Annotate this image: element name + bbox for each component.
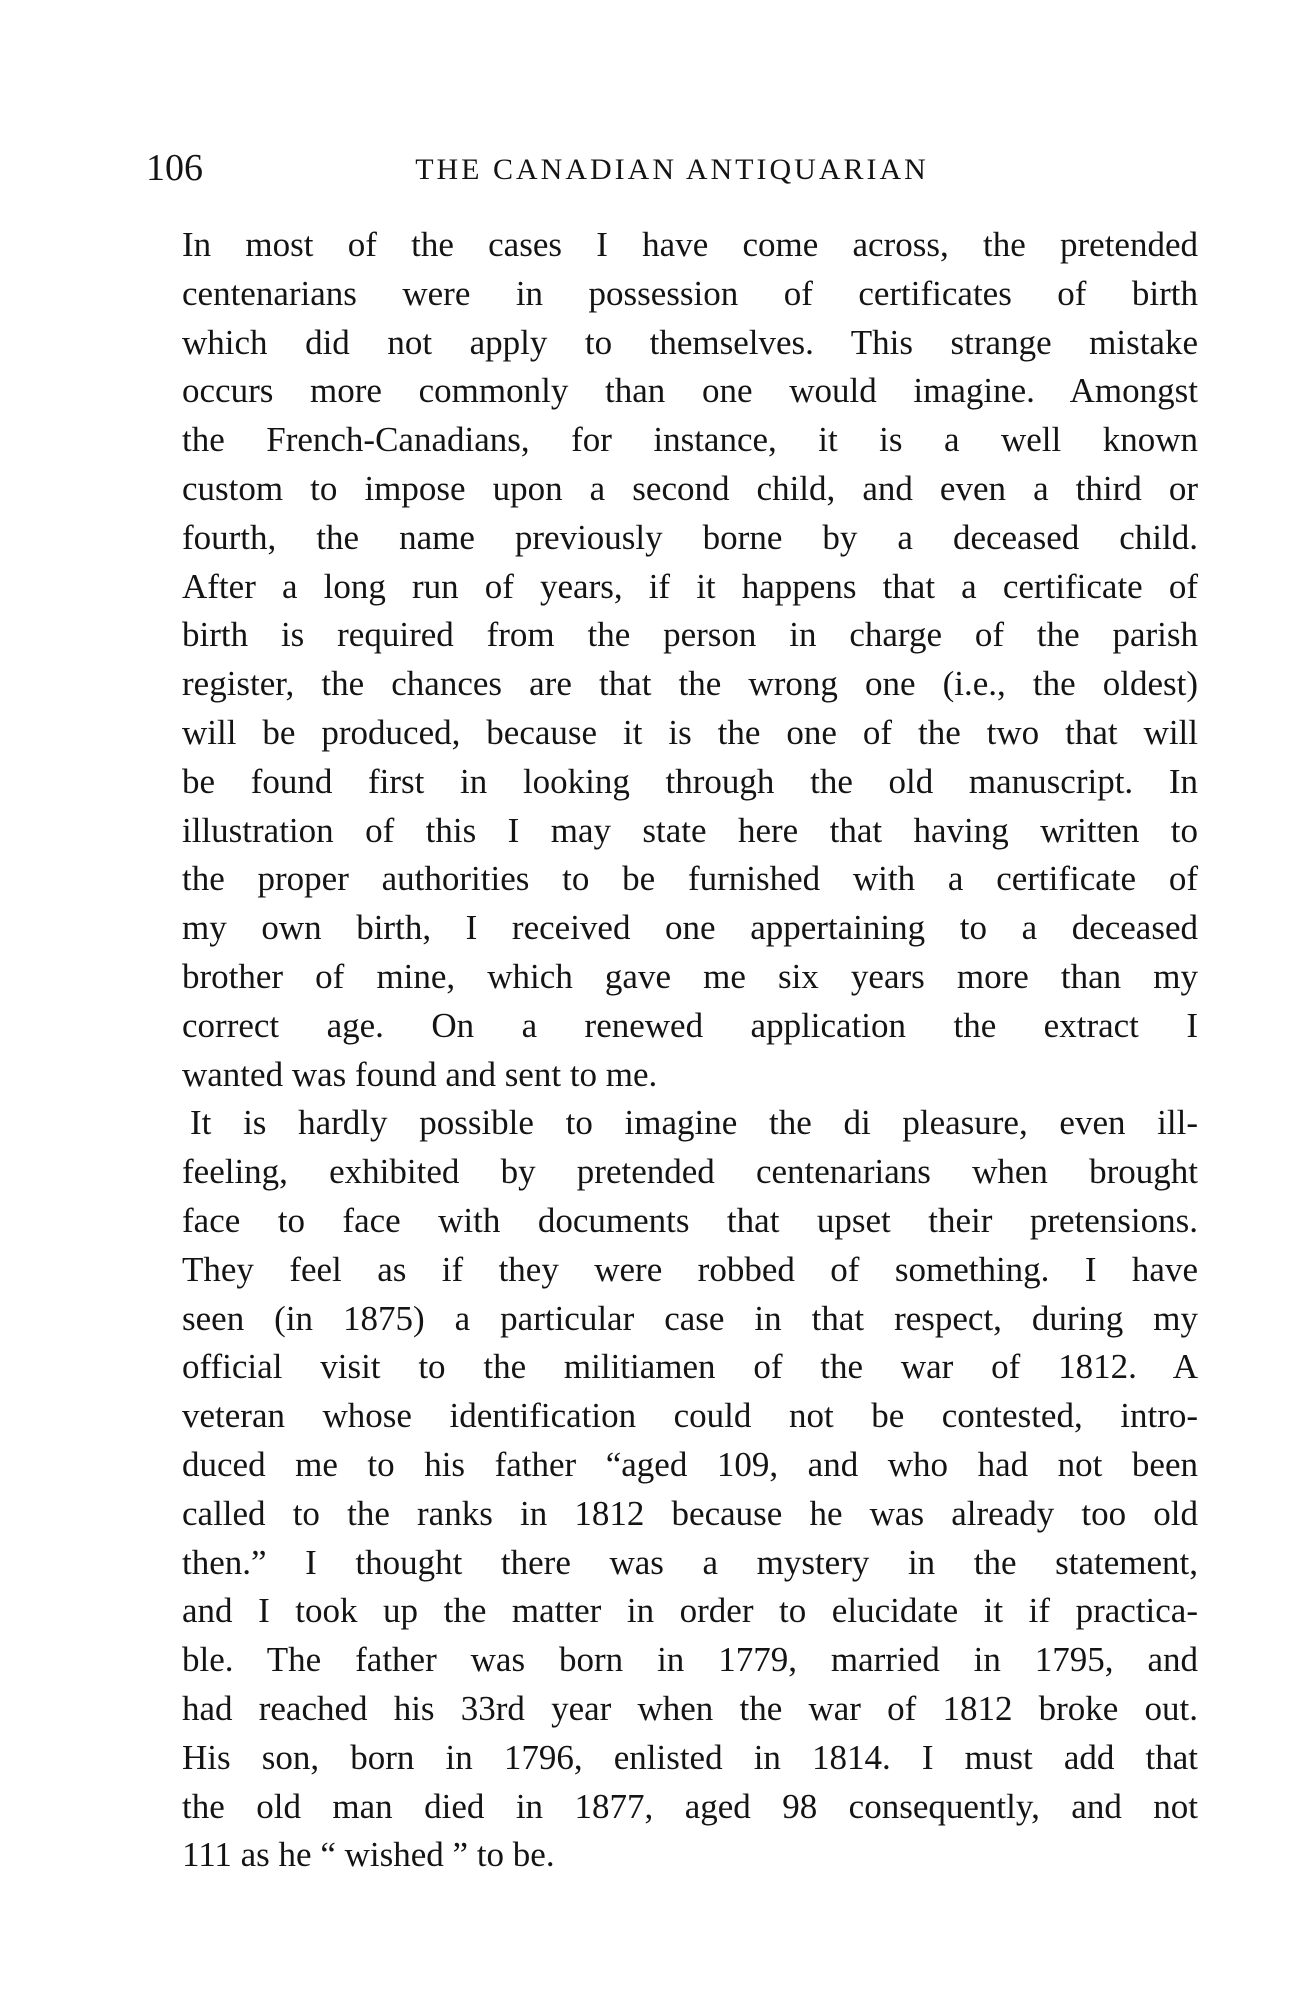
paragraph-1 <box>146 221 1198 1099</box>
text-line: It is hardly possible to imagine the di pleasure, even ill- <box>190 1103 1198 1143</box>
text-line: my own birth, I received one appertaining to a deceased <box>182 908 1198 948</box>
text-line: seen (in 1875) a particular case in that respect, during my <box>182 1298 1198 1338</box>
text-line: birth is required from the person in charge of the parish <box>182 615 1198 655</box>
text-line: had reached his 33rd year when the war of 1812 broke out. <box>182 1688 1198 1728</box>
text-line: feeling, exhibited by pretended centenarians when brought <box>182 1152 1198 1192</box>
text-line: illustration of this I may state here that having written to <box>182 810 1198 850</box>
text-line: called to the ranks in 1812 because he was already too old <box>182 1493 1198 1533</box>
text-line: custom to impose upon a second child, and even a third or <box>182 468 1198 508</box>
text-line: In most of the cases I have come across, the pretended <box>182 225 1198 264</box>
text-line: and I took up the matter in order to elucidate it if practica- <box>182 1591 1198 1631</box>
text-line: occurs more commonly than one would imagine. Amongst <box>182 371 1198 411</box>
text-line: will be produced, because it is the one of the two that will <box>182 712 1198 752</box>
running-title: THE CANADIAN ANTIQUARIAN <box>415 153 929 186</box>
text-line: centenarians were in possession of certificates of birth <box>182 273 1198 313</box>
text-line: then.” I thought there was a mystery in the statement, <box>182 1542 1198 1582</box>
text-line: the French-Canadians, for instance, it is a well known <box>182 420 1198 460</box>
text-line: duced me to his father “aged 109, and who had not been <box>182 1444 1198 1484</box>
text-line: 111 as he “ wished ” to be. <box>182 1835 555 1875</box>
text-line: the old man died in 1877, aged 98 consequently, and not <box>182 1786 1198 1826</box>
text-line: They feel as if they were robbed of something. I have <box>182 1249 1198 1289</box>
text-line: the proper authorities to be furnished with a certificate of <box>182 859 1198 899</box>
text-line: face to face with documents that upset their pretensions. <box>182 1200 1198 1240</box>
text-line: fourth, the name previously borne by a deceased child. <box>182 517 1198 557</box>
text-line: After a long run of years, if it happens that a certificate of <box>182 566 1198 606</box>
text-line: be found first in looking through the old manuscript. In <box>182 761 1198 801</box>
text-line: official visit to the militiamen of the war of 1812. A <box>182 1347 1198 1387</box>
body-text <box>146 221 1198 1880</box>
text-line: which did not apply to themselves. This strange mistake <box>182 322 1198 362</box>
text-line: His son, born in 1796, enlisted in 1814. I must add that <box>182 1737 1198 1777</box>
running-head <box>146 146 1198 190</box>
text-line: wanted was found and sent to me. <box>182 1054 658 1094</box>
paragraph-2 <box>146 1099 1198 1880</box>
text-line: correct age. On a renewed application the extract I <box>182 1005 1198 1045</box>
text-line: ble. The father was born in 1779, married in 1795, and <box>182 1640 1198 1680</box>
text-line: register, the chances are that the wrong one (i.e., the oldest) <box>182 664 1198 704</box>
text-line: brother of mine, which gave me six years more than my <box>182 956 1198 996</box>
page-number: 106 <box>146 147 203 189</box>
text-line: veteran whose identification could not be contested, intro- <box>182 1396 1198 1436</box>
